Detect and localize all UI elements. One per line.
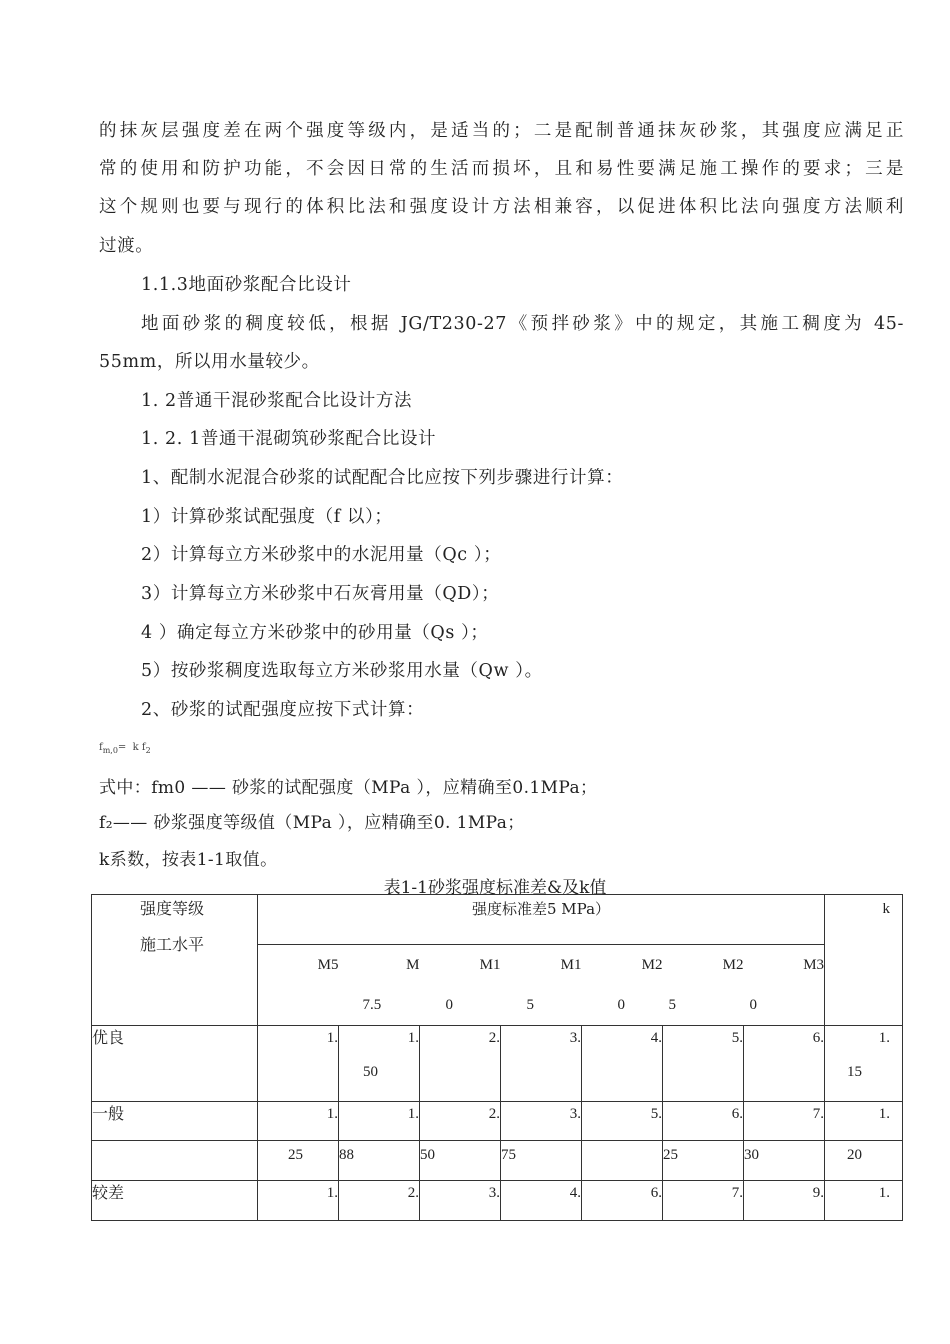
cell-top: 9. (812, 1185, 825, 1201)
grade-m15 (501, 945, 582, 1026)
cell (501, 1141, 582, 1181)
cell-bottom: 88 (339, 1147, 354, 1163)
explain-line: f₂—— 砂浆强度等级值（MPa ），应精确至0. 1MPa； (99, 813, 525, 833)
cell-top: 1. (878, 1030, 891, 1046)
section-heading: 1.1.3地面砂浆配合比设计 (141, 275, 352, 295)
cell (258, 1102, 339, 1141)
cell-top: 7. (731, 1185, 743, 1201)
cell (420, 1026, 501, 1102)
cell (501, 1102, 582, 1141)
formula-f2-sub: 2 (145, 746, 151, 755)
corner-header (92, 895, 258, 1026)
group-header (258, 895, 825, 945)
cell (258, 1181, 339, 1221)
formula (99, 742, 151, 755)
grade-m30 (744, 945, 825, 1026)
group-header-text: 强度标准差5 MPa） (471, 900, 611, 918)
cell-bottom: 50 (363, 1064, 378, 1080)
cell (663, 1181, 744, 1221)
paragraph-line: 这个规则也要与现行的体积比法和强度设计方法相兼容，以促进体积比法向强度方法顺利 (99, 197, 904, 217)
formula-eq: = (117, 742, 127, 753)
cell-bottom (582, 1141, 662, 1143)
grade-a: M1 (479, 957, 501, 973)
grade-m75 (339, 945, 420, 1026)
formula-lhs-sub: m,0 (102, 746, 118, 755)
grade-a: M1 (560, 957, 582, 973)
step-text: 2、砂浆的试配强度应按下式计算： (141, 700, 425, 720)
cell-top: 2. (488, 1106, 500, 1122)
cell (339, 1026, 420, 1102)
paragraph-line: 地面砂浆的稠度较低，根据 JG/T230-27《预拌砂浆》中的规定，其施工稠度为 45- (141, 314, 904, 334)
row-label: 一般 (92, 1102, 258, 1141)
grade-m20 (582, 945, 663, 1026)
cell-bottom: 30 (744, 1147, 759, 1163)
step-item: 4 ）确定每立方米砂浆中的砂用量（Qs ）； (141, 623, 489, 643)
step-item: 5）按砂浆稠度选取每立方米砂浆用水量（Qw ）。 (141, 661, 543, 681)
cell (582, 1102, 663, 1141)
paragraph-line: 常的使用和防护功能，不会因日常的生活而损坏，且和易性要满足施工操作的要求；三是 (99, 159, 904, 179)
cell (258, 1026, 339, 1102)
grade-m10 (420, 945, 501, 1026)
cell-top: 1. (326, 1030, 338, 1046)
strength-table (91, 894, 903, 1221)
explain-line: k系数，按表1-1取值。 (99, 850, 278, 870)
cell-top: 1. (407, 1030, 419, 1046)
grade-b: 0 (445, 997, 453, 1013)
cell (339, 1181, 420, 1221)
grade-a: M5 (317, 957, 339, 973)
cell (582, 1181, 663, 1221)
cell-k (825, 1181, 903, 1221)
grade-b: 5 (526, 997, 534, 1013)
cell (663, 1102, 744, 1141)
cell-top: 1. (407, 1106, 419, 1122)
cell-k (825, 1102, 903, 1141)
formula-k: k (132, 742, 139, 753)
grade-a: M2 (722, 957, 744, 973)
grade-b: 5 (668, 997, 676, 1013)
cell-bottom: 15 (847, 1064, 863, 1080)
empty-cell (92, 1141, 258, 1181)
cell-top: 2. (488, 1030, 500, 1046)
grade-a: M2 (641, 957, 663, 973)
paragraph-line: 55mm，所以用水量较少。 (99, 352, 320, 372)
cell-top: 6. (731, 1106, 743, 1122)
cell-bottom: 50 (420, 1147, 435, 1163)
formula-f2: f (141, 742, 146, 753)
cell (582, 1026, 663, 1102)
paragraph-line: 过渡。 (99, 236, 154, 256)
row-label: 较差 (92, 1181, 258, 1221)
corner-bottom: 施工水平 (140, 935, 205, 954)
cell-k (825, 1141, 903, 1181)
step-text: 1、配制水泥混合砂浆的试配配合比应按下列步骤进行计算： (141, 468, 624, 488)
cell (501, 1026, 582, 1102)
grade-m5 (258, 945, 339, 1026)
cell-top: 4. (569, 1185, 581, 1201)
cell (744, 1181, 825, 1221)
grade-m25 (663, 945, 744, 1026)
cell-top: 3. (569, 1030, 581, 1046)
grade-b: 0 (749, 997, 757, 1013)
cell-top: 6. (650, 1185, 662, 1201)
grade-a: M (406, 957, 420, 973)
cell-bottom: 25 (288, 1147, 303, 1163)
explain-line: 式中：fm0 —— 砂浆的试配强度（MPa ），应精确至0.1MPa； (99, 778, 598, 798)
cell-top: 1. (326, 1106, 338, 1122)
section-heading: 1. 2普通干混砂浆配合比设计方法 (141, 391, 413, 411)
grade-b: 0 (617, 997, 625, 1013)
cell (582, 1141, 663, 1181)
grade-a: M3 (803, 957, 825, 973)
k-header (825, 895, 903, 1026)
cell-top: 3. (488, 1185, 500, 1201)
cell-bottom: 75 (501, 1147, 516, 1163)
cell-top: 1. (878, 1106, 891, 1122)
cell (420, 1181, 501, 1221)
cell (744, 1026, 825, 1102)
cell-top: 1. (326, 1185, 338, 1201)
cell (258, 1141, 339, 1181)
cell (501, 1181, 582, 1221)
grade-b: 7.5 (362, 997, 382, 1013)
k-header-text: k (882, 901, 891, 917)
cell (339, 1141, 420, 1181)
cell-top: 5. (650, 1106, 662, 1122)
step-item: 2）计算每立方米砂浆中的水泥用量（Qc ）； (141, 545, 502, 565)
cell-top: 3. (569, 1106, 581, 1122)
table-caption: 表1-1砂浆强度标准差&及k值 (383, 878, 607, 898)
cell-top: 6. (812, 1030, 825, 1046)
cell-top: 4. (650, 1030, 662, 1046)
cell-top: 2. (407, 1185, 419, 1201)
cell-top: 1. (878, 1185, 891, 1201)
cell-bottom: 20 (847, 1147, 863, 1163)
cell-k (825, 1026, 903, 1102)
cell (663, 1141, 744, 1181)
step-item: 3）计算每立方米砂浆中石灰膏用量（QD）； (141, 584, 500, 604)
cell (420, 1141, 501, 1181)
cell (663, 1026, 744, 1102)
section-heading: 1. 2. 1普通干混砌筑砂浆配合比设计 (141, 429, 437, 449)
row-label: 优良 (92, 1026, 258, 1102)
cell-top: 7. (812, 1106, 825, 1122)
cell-bottom: 25 (663, 1147, 678, 1163)
formula-lhs: f (99, 742, 103, 753)
cell (420, 1102, 501, 1141)
cell-top: 5. (731, 1030, 743, 1046)
cell (744, 1141, 825, 1181)
paragraph-line: 的抹灰层强度差在两个强度等级内，是适当的；二是配制普通抹灰砂浆，其强度应满足正 (99, 121, 904, 141)
cell (339, 1102, 420, 1141)
corner-top: 强度等级 (140, 899, 205, 918)
cell (744, 1102, 825, 1141)
step-item: 1）计算砂浆试配强度（f 以）； (141, 507, 393, 527)
